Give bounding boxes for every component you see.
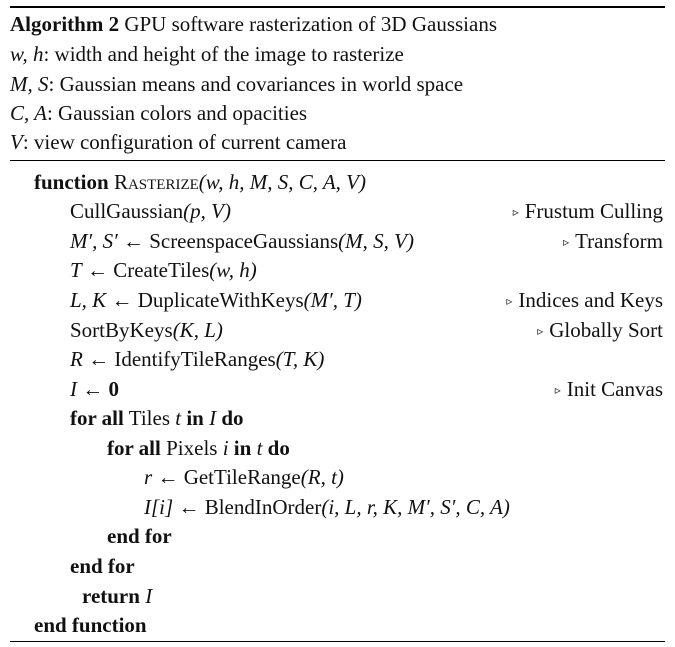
call-name: GetTileRange (183, 465, 301, 489)
bottom-rule (10, 641, 665, 642)
code-line-transform (70, 229, 414, 253)
return-keyword: return (82, 584, 140, 608)
comment-marker-icon: ▹ (506, 294, 513, 308)
input-vars: w, h (10, 42, 44, 66)
call-name: DuplicateWithKeys (137, 288, 304, 312)
code-line-create-tiles (70, 258, 257, 282)
comment-frustum-culling (513, 199, 663, 226)
algorithm-caption (10, 12, 497, 36)
function-keyword: function (34, 170, 109, 194)
comment-marker-icon: ▹ (512, 205, 519, 219)
for-set: I (209, 406, 217, 430)
assign-rhs: 0 (108, 377, 119, 401)
code-line-end-function: end function (34, 613, 147, 637)
assign-arrow-icon: ← (86, 258, 108, 282)
for-var: t (175, 406, 182, 430)
for-keyword: for all (70, 406, 124, 430)
comment-marker-icon: ▹ (554, 383, 561, 397)
algorithm-label: Algorithm 2 (10, 12, 120, 36)
code-line-init-canvas (70, 377, 119, 401)
for-text: Tiles (128, 406, 170, 430)
comment-init-canvas (555, 377, 663, 404)
code-line-cull (70, 199, 231, 223)
call-name: SortByKeys (70, 318, 173, 342)
assign-arrow-icon: ← (82, 377, 104, 401)
call-args: (T, K) (275, 347, 325, 371)
call-name: BlendInOrder (204, 495, 322, 519)
in-keyword: in (233, 436, 252, 460)
assign-arrow-icon: ← (178, 495, 200, 519)
assign-lhs: I (70, 377, 77, 401)
comment-text: Transform (575, 229, 663, 253)
comment-indices-keys (506, 288, 663, 315)
call-name: CreateTiles (113, 258, 210, 282)
input-line-2 (10, 72, 463, 96)
input-desc: : Gaussian means and covariances in world space (48, 72, 464, 96)
code-line-get-tile-range (144, 465, 344, 489)
input-desc: : view configuration of current camera (22, 130, 347, 154)
comment-marker-icon: ▹ (537, 324, 544, 338)
code-line-end-for-outer: end for (70, 554, 135, 578)
assign-lhs: L, K (70, 288, 107, 312)
assign-arrow-icon: ← (88, 347, 110, 371)
input-desc: : width and height of the image to rasterize (43, 42, 404, 66)
code-line-sort (70, 318, 223, 342)
call-args: (R, t) (300, 465, 344, 489)
assign-lhs: r (144, 465, 153, 489)
call-args: (M, S, V) (338, 229, 414, 253)
comment-marker-icon: ▹ (563, 235, 570, 249)
comment-text: Frustum Culling (524, 199, 663, 223)
for-text: Pixels (166, 436, 218, 460)
input-desc: : Gaussian colors and opacities (46, 101, 308, 125)
input-line-3 (10, 101, 307, 125)
code-line-duplicate (70, 288, 362, 312)
do-keyword: do (221, 406, 244, 430)
comment-transform (563, 229, 663, 256)
comment-text: Init Canvas (566, 377, 663, 401)
function-name: Rasterize (113, 170, 199, 194)
call-name: IdentifyTileRanges (114, 347, 276, 371)
function-header (34, 170, 366, 194)
input-vars: M, S (10, 72, 49, 96)
call-name: ScreenspaceGaussians (149, 229, 339, 253)
code-line-for-pixels (107, 436, 290, 460)
return-var: I (145, 584, 153, 608)
assign-arrow-icon: ← (111, 288, 133, 312)
call-name: CullGaussian (70, 199, 184, 223)
comment-text: Indices and Keys (518, 288, 663, 312)
call-args: (i, L, r, K, M′, S′, C, A) (321, 495, 510, 519)
middle-rule (10, 160, 665, 161)
code-line-tile-ranges (70, 347, 324, 371)
call-args: (M′, T) (303, 288, 362, 312)
assign-lhs: I[i] (144, 495, 174, 519)
call-args: (K, L) (172, 318, 223, 342)
for-var: i (222, 436, 229, 460)
top-rule (10, 6, 665, 8)
call-args: (p, V) (183, 199, 231, 223)
code-line-return (82, 584, 152, 608)
code-line-for-tiles (70, 406, 244, 430)
input-vars: C, A (10, 101, 47, 125)
input-line-4 (10, 130, 346, 154)
for-set: t (256, 436, 263, 460)
comment-text: Globally Sort (549, 318, 663, 342)
input-vars: V (10, 130, 23, 154)
for-keyword: for all (107, 436, 161, 460)
do-keyword: do (267, 436, 290, 460)
assign-arrow-icon: ← (157, 465, 179, 489)
function-args: (w, h, M, S, C, A, V) (198, 170, 366, 194)
assign-lhs: T (70, 258, 82, 282)
in-keyword: in (186, 406, 204, 430)
assign-arrow-icon: ← (122, 229, 144, 253)
input-line-1 (10, 42, 404, 66)
assign-lhs: R (70, 347, 83, 371)
call-args: (w, h) (209, 258, 257, 282)
code-line-end-for-inner: end for (107, 524, 172, 548)
code-line-blend (144, 495, 510, 519)
comment-globally-sort (537, 318, 663, 345)
algorithm-title: GPU software rasterization of 3D Gaussians (124, 12, 497, 36)
assign-lhs: M′, S′ (70, 229, 118, 253)
